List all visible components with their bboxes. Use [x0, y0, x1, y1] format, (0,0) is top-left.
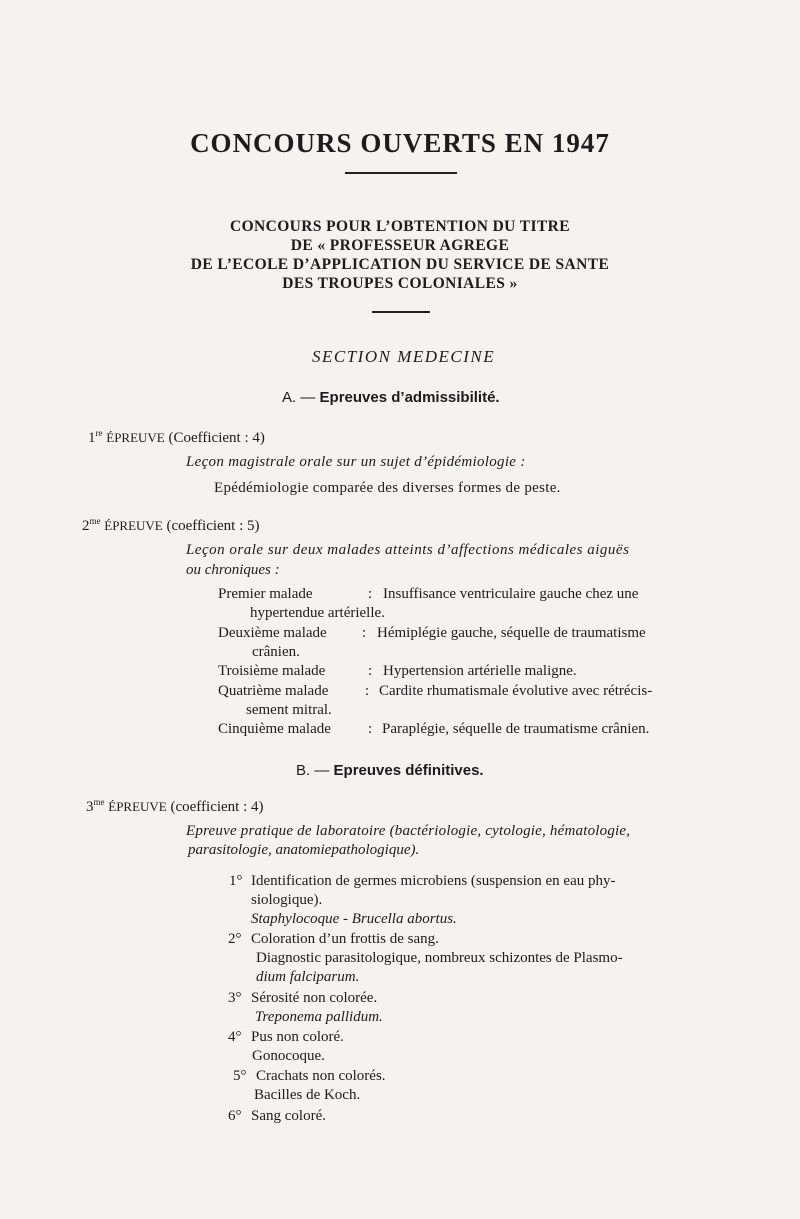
case-1-continuation: hypertendue artérielle. — [250, 605, 385, 621]
epreuve-3-ordinal: me — [93, 797, 105, 807]
epreuve-3-subject-line-1: Epreuve pratique de laboratoire (bactériologie, cytologie, hématologie, — [186, 823, 631, 839]
item-5-text: Crachats non colorés. — [256, 1068, 386, 1084]
epreuve-3-coefficient: (coefficient : 4) — [170, 799, 264, 815]
item-2-text: Coloration d’un frottis de sang. — [251, 931, 439, 947]
epreuve-2-subject-line-2: ou chroniques : — [186, 562, 280, 578]
epreuve-1-topic: Epédémiologie comparée des diverses formes de peste. — [214, 480, 561, 496]
item-3-text: Sérosité non colorée. — [251, 990, 378, 1006]
item-2-number: 2° — [228, 931, 242, 947]
epreuve-2-ordinal: me — [89, 516, 101, 526]
epreuve-1-header — [88, 428, 265, 447]
title-divider — [345, 172, 457, 174]
case-5-label: Cinquième malade — [218, 721, 331, 737]
epreuve-3-number: 3 — [86, 799, 94, 815]
part-b-letter: B. — [296, 762, 311, 779]
item-4-detail: Gonocoque. — [252, 1048, 325, 1064]
epreuve-2-word: ÉPREUVE — [104, 518, 163, 533]
epreuve-3-subject-line-2: parasitologie, anatomiepathologique). — [188, 842, 420, 858]
epreuve-1-coefficient: (Coefficient : 4) — [168, 430, 265, 446]
case-4-label: Quatrième malade — [218, 683, 329, 699]
case-3-sep: : — [368, 663, 373, 679]
case-4-continuation: sement mitral. — [246, 702, 332, 718]
case-3-label: Troisième malade — [218, 663, 326, 679]
epreuve-1-ordinal: re — [95, 428, 103, 438]
item-5-detail: Bacilles de Koch. — [254, 1087, 361, 1103]
epreuve-1-word: ÉPREUVE — [106, 430, 165, 445]
part-a-heading — [282, 389, 500, 406]
item-6-text: Sang coloré. — [251, 1108, 326, 1124]
part-b-heading — [296, 762, 484, 779]
item-3-detail: Treponema pallidum. — [255, 1009, 383, 1025]
epreuve-2-subject-line-1: Leçon orale sur deux malades atteints d’affections médicales aiguës — [186, 542, 630, 558]
case-5-sep: : — [368, 721, 373, 737]
case-2-continuation: crânien. — [252, 644, 300, 660]
item-5-number: 5° — [233, 1068, 247, 1084]
subtitle-line-4: DES TROUPES COLONIALES » — [282, 275, 518, 292]
item-2-detail-line-2: dium falciparum. — [256, 969, 360, 985]
case-4-text: Cardite rhumatismale évolutive avec rétrécis- — [379, 683, 653, 699]
item-1-continuation: siologique). — [251, 892, 323, 908]
subtitle-divider — [372, 311, 430, 313]
case-2-text: Hémiplégie gauche, séquelle de traumatisme — [377, 625, 646, 641]
subtitle-line-3: DE L’ECOLE D’APPLICATION DU SERVICE DE SANTE — [190, 256, 610, 273]
item-3-number: 3° — [228, 990, 242, 1006]
subtitle-line-2: DE « PROFESSEUR AGREGE — [290, 237, 510, 254]
case-4-sep: : — [365, 683, 370, 699]
epreuve-1-subject: Leçon magistrale orale sur un sujet d’épidémiologie : — [186, 454, 526, 470]
item-2-detail-line-1: Diagnostic parasitologique, nombreux schizontes de Plasmo- — [256, 950, 623, 966]
section-heading: SECTION MEDECINE — [312, 347, 496, 366]
case-1-text: Insuffisance ventriculaire gauche chez une — [383, 586, 639, 602]
page-title: CONCOURS OUVERTS EN 1947 — [190, 128, 610, 158]
epreuve-3-header — [86, 797, 264, 816]
case-1-sep: : — [368, 586, 373, 602]
case-2-sep: : — [362, 625, 367, 641]
case-1-label: Premier malade — [218, 586, 313, 602]
item-4-text: Pus non coloré. — [251, 1029, 344, 1045]
epreuve-2-coefficient: (coefficient : 5) — [166, 518, 260, 534]
subtitle-line-1: CONCOURS POUR L’OBTENTION DU TITRE — [229, 218, 571, 235]
part-b-label: Epreuves définitives. — [333, 762, 484, 779]
part-a-label: Epreuves d’admissibilité. — [319, 389, 500, 406]
epreuve-2-header — [82, 516, 260, 535]
part-a-dash: — — [300, 389, 316, 406]
epreuve-2-number: 2 — [82, 518, 90, 534]
item-1-text: Identification de germes microbiens (suspension en eau phy- — [251, 873, 616, 889]
item-1-detail: Staphylocoque - Brucella abortus. — [251, 911, 457, 927]
epreuve-3-word: ÉPREUVE — [108, 799, 167, 814]
case-2-label: Deuxième malade — [218, 625, 327, 641]
item-6-number: 6° — [228, 1108, 242, 1124]
case-5-text: Paraplégie, séquelle de traumatisme crânien. — [382, 721, 650, 737]
epreuve-1-number: 1 — [88, 430, 96, 446]
part-a-letter: A. — [282, 389, 297, 406]
item-1-number: 1° — [229, 873, 243, 889]
item-4-number: 4° — [228, 1029, 242, 1045]
part-b-dash: — — [314, 762, 330, 779]
case-3-text: Hypertension artérielle maligne. — [383, 663, 577, 679]
